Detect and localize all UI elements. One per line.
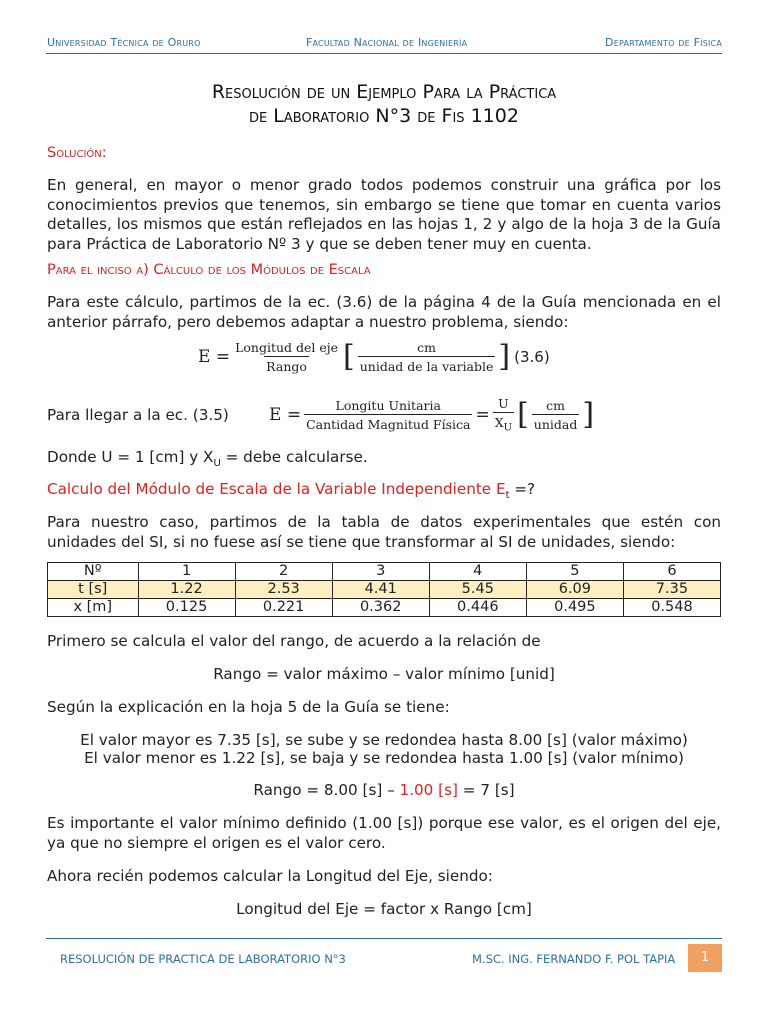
- page-title: [0, 80, 768, 128]
- eq36-numerator: Longitud del eje: [235, 340, 339, 355]
- explanation-1: El valor mayor es 7.35 [s], se sube y se redondea hasta 8.00 [s] (valor máximo): [80, 731, 688, 749]
- eq36-bracket-numerator: cm: [417, 340, 437, 355]
- footer-author: M.SC. ING. FERNANDO F. POL TAPIA: [472, 952, 676, 966]
- paragraph-5: Es importante el valor mínimo definido (1.00 [s]) porque ese valor, es el origen del eje, ya que no siempre el origen es el valor cero.: [47, 814, 721, 852]
- eq35-numerator: Longitu Unitaria: [335, 398, 441, 413]
- title-line-2: de Laboratorio N°3 de Fis 1102: [249, 105, 519, 127]
- eq36-fraction: [233, 340, 340, 374]
- eq35-u: U: [498, 396, 509, 412]
- eq35-fraction-2: [493, 396, 514, 434]
- header-faculty: Facultad Nacional de Ingeniería: [306, 36, 468, 49]
- rango-calculation: Rango = 8.00 [s] – 1.00 [s] = 7 [s]: [253, 781, 515, 799]
- eq35-bracket-numerator: cm: [546, 398, 565, 413]
- longitud-equation: Longitud del Eje = factor x Rango [cm]: [236, 900, 532, 918]
- table-row-header: Nº 1 2 3 4 5 6: [48, 563, 721, 581]
- eq36-lhs: E =: [198, 347, 231, 367]
- eq35-bracket-denominator: unidad: [532, 414, 580, 432]
- eq35-bracket: [ $\frac{cm}{\text{unidad}}$ ]: [517, 397, 595, 432]
- header-department: Departamento de Física: [605, 36, 722, 49]
- eq36-bracket-denominator: unidad de la variable: [358, 356, 496, 374]
- eq35-xu: $X_U$: [493, 412, 514, 434]
- page-number: 1: [688, 944, 722, 972]
- header-university: Universidad Técnica de Oruro: [47, 36, 201, 49]
- paragraph-6: Ahora recién podemos calcular la Longitud del Eje, siendo:: [47, 867, 493, 885]
- equation-3-6: [198, 340, 550, 374]
- calc-heading: Calculo del Módulo de Escala de la Variable Independiente $E_t$ =?: [47, 480, 536, 502]
- footer-title: RESOLUCIÓN DE PRACTICA DE LABORATORIO N°3: [60, 952, 346, 966]
- rango-definition: Rango = valor máximo – valor mínimo [unid]: [213, 665, 555, 683]
- paragraph-1: Para este cálculo, partimos de la ec. (3.6) de la página 4 de la Guía mencionada en el anterior párrafo, pero debemos adaptar a nuestro problema, siendo:: [47, 293, 721, 331]
- intro-paragraph: En general, en mayor o menor grado todos podemos construir una gráfica por los conocimientos previos que tenemos, sin embargo se tiene que tomar en cuenta varios detalles, los mismos que están reflejados en las hojas 1, 2 y algo de la hoja 3 de la Guía para Práctica de Laboratorio Nº 3 y que se deben tener muy en cuenta.: [47, 176, 721, 253]
- table-row-x: x [m] 0.125 0.221 0.362 0.446 0.495 0.548: [48, 599, 721, 617]
- donde-line: Donde U = 1 [cm] y $X_U$ = debe calcularse.: [47, 448, 368, 470]
- eq35-equals: =: [475, 405, 490, 425]
- paragraph-3: Primero se calcula el valor del rango, de acuerdo a la relación de: [47, 632, 541, 650]
- eq35-fraction: [304, 398, 472, 432]
- paragraph-2: Para nuestro caso, partimos de la tabla de datos experimentales que estén con unidades del SI, si no fuese así se tiene que transformar al SI de unidades, siendo:: [47, 513, 721, 551]
- data-table: [47, 562, 721, 617]
- footer-divider: [46, 938, 722, 939]
- eq36-denominator: Rango: [264, 356, 309, 374]
- eq35-lhs: E =: [269, 405, 302, 425]
- title-line-1: Resolución de un Ejemplo Para la Práctica: [211, 81, 557, 103]
- header-divider: [46, 53, 722, 54]
- eq36-tag: (3.6): [514, 348, 550, 366]
- equation-3-5-row: [47, 393, 727, 437]
- eq36-bracket: [ $\frac{cm}{\text{unidad de la variable}}$ ]: [343, 339, 511, 374]
- table-row-t: t [s] 1.22 2.53 4.41 5.45 6.09 7.35: [48, 581, 721, 599]
- eq35-prefix: Para llegar a la ec. (3.5): [47, 406, 229, 424]
- eq35-denominator: Cantidad Magnitud Física: [304, 414, 472, 432]
- explanation-2: El valor menor es 1.22 [s], se baja y se redondea hasta 1.00 [s] (valor mínimo): [84, 749, 684, 767]
- paragraph-4: Según la explicación en la hoja 5 de la Guía se tiene:: [47, 698, 450, 716]
- equation-3-5: [269, 396, 594, 434]
- section-a-heading: Para el inciso a) Cálculo de los Módulos de Escala: [47, 262, 371, 278]
- solucion-label: Solución:: [47, 145, 107, 161]
